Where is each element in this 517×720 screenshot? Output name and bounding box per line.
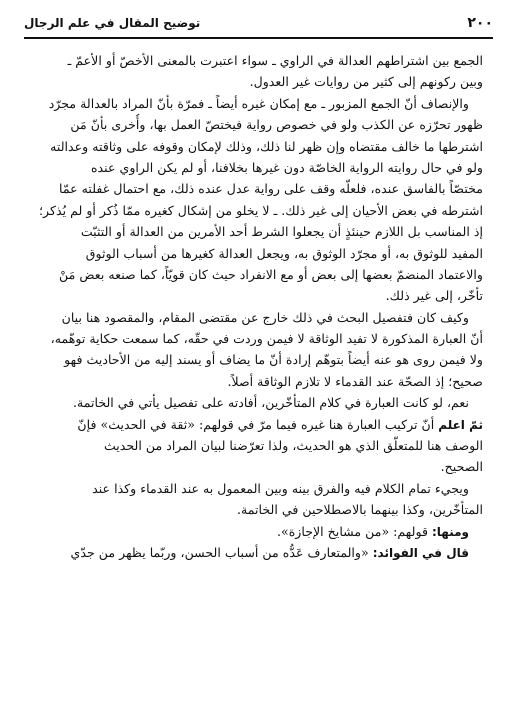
paragraph [34,478,483,521]
line-text: إذ المناسب بل اللازم حينئذٍ أن يجعلوا الشرط أحد الأمرين من العدالة أو التثبّت [80,224,483,240]
line-text: اشترطها ما خالف مقتضاه وإن ظهر لنا ذلك، وذلك لإمكان وقوفه على وثاقته وعدالته [50,138,483,154]
text-line [34,414,483,435]
bold-lead-phrase: ومنها: [431,524,469,539]
line-text: مختصّاً بالفاسق عنده، فلعلّه وقف على رواية عدل عنده ذلك، مع احتمال غفلته عمّا [59,181,483,197]
bold-lead-phrase: ثمّ اعلم [438,417,483,432]
text-line [34,264,483,285]
text-line [34,392,483,413]
line-text: والإنصاف أنّ الجمع المزبور ـ مع إمكان غيره أيضاً ـ فمرّة بأنّ المراد بالعدالة مجرّد [48,95,469,111]
line-text: صحيح؛ إذ الصحّة عند القدماء لا تلازم الوثاقة أصلاً. [227,373,483,389]
page-number: ٢٠٠ [467,15,493,31]
paragraph [34,50,483,93]
text-line [34,478,483,499]
text-line [34,435,483,456]
running-title: توضيح المقال في علم الرجال [24,16,201,30]
line-text: الوصف هنا للمتعلّق الذي هو الحديث، ولذا تعرّضنا لبيان المراد من الحديث [103,438,483,454]
text-line [34,542,483,563]
text-line [34,157,483,178]
line-text: الجمع بين اشتراطهم العدالة في الراوي ـ سواء اعتبرت بالمعنى الأخصّ أو الأعمّ ـ [67,53,483,68]
line-text: ولا فيمن روى هو عنه أيضاً بتوهّم إرادة أنّ ما يضاف أو يسند إليه من الأحاديث فهو [64,352,483,368]
text-line [34,243,483,264]
line-text: قولهم: «من مشايخ الإجازة». [276,523,432,539]
text-line [34,285,483,306]
paragraph [34,521,483,542]
line-text: المفيد للوثوق به، أو مجرّد الوثوق به، ويجعل العدالة كغيرها من أسباب الوثوق [85,245,483,261]
text-line [34,178,483,199]
line-text: «والمتعارف عَدُّه من أسباب الحسن، وربّما يظهر من جدّي [70,544,373,560]
text-line [34,114,483,135]
text-line [34,456,483,477]
line-text: ظهور تحرّزه عن الكذب ولو في خصوص رواية فيختصّ العمل بها، وأُخرى بأنّ مَن [70,117,483,133]
line-text: أنّ العبارة المذكورة لا تفيد الوثاقة لا فيمن وردت في حقّه، كما سمعت حكاية توهّمه، [50,331,483,347]
line-text: والاعتماد المنضمّ بعضها إلى بعض أو مع الانفراد حيث كان قويّاً، كما صنعه بعض مَنْ [59,266,483,282]
line-text: اشترطه في بعض الأحيان إلى غير ذلك. ـ لا يخلو من إشكال كغيره ممّا ذُكر أو لم يُذكر؛ [39,202,483,218]
line-text: ولو في حال روايته الرواية الخاصّة دون غيرها بخلافنا، أو لم يكن الراوي عنده [90,159,483,175]
text-line [34,136,483,157]
page-header [24,12,493,38]
line-text: الصحيح. [440,459,483,475]
paragraph [34,542,483,563]
text-line [34,307,483,328]
text-line [34,349,483,370]
line-text: أنّ تركيب العبارة هنا غيره فيما مرّ في قولهم: «ثقة في الحديث» فإنّ [77,416,439,432]
paragraph [34,392,483,478]
page-body [34,50,483,714]
line-text: ويجيء تمام الكلام فيه والفرق بينه وبين المعمول به عند القدماء وكذا عند [92,480,469,496]
paragraph [34,93,483,307]
text-line [34,71,483,92]
text-line [34,200,483,221]
header-rule [24,37,493,39]
bold-lead-phrase: قال في الفوائد: [372,545,469,560]
line-text: المتأخّرين، وكذا بينهما بالاصطلاحين في الخاتمة. [237,502,483,518]
text-line [34,328,483,349]
text-line [34,521,483,542]
text-line [34,499,483,520]
text-line [34,50,483,71]
line-text: وبين ركونهم إلى كثير من روايات غير العدول. [249,74,483,90]
text-line [34,93,483,114]
line-text: وكيف كان فتفصيل البحث في ذلك خارج عن مقتضى المقام، والمقصود هنا بيان [61,309,469,325]
paragraph [34,307,483,393]
text-line [34,371,483,392]
line-text: نعم، لو كانت العبارة في كلام المتأخّرين، أفادته على تفصيل يأتي في الخاتمة. [72,395,469,411]
line-text: تأخّر، إلى غير ذلك. [385,288,483,304]
text-line [34,221,483,242]
